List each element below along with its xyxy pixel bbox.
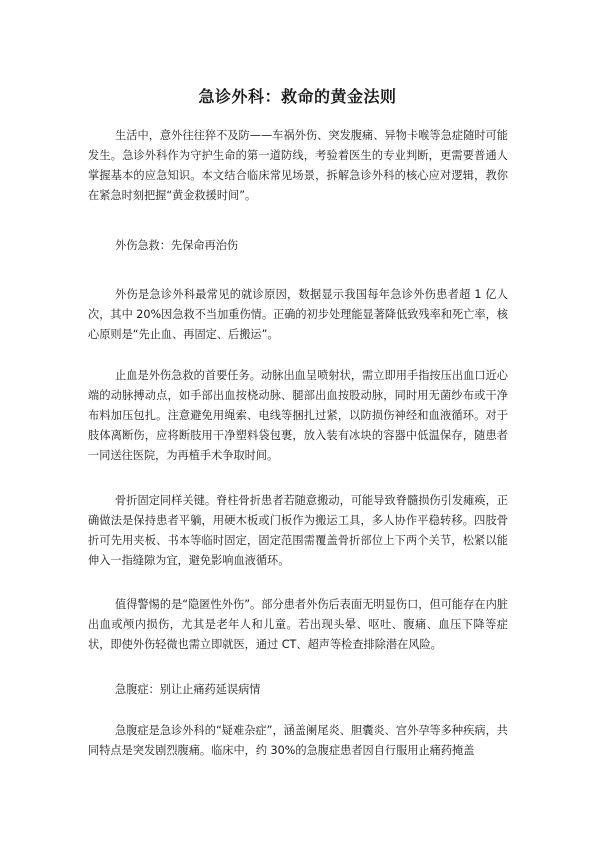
intro-paragraph: 生活中，意外往往猝不及防——车祸外伤、突发腹痛、异物卡喉等急症随时可能发生。急诊外科作为守护生命的第一道防线，考验着医生的专业判断，更需要普通人掌握基本的应急知识。本文结合临床常见场景，拆解急诊外科的核心应对逻辑，教你在紧急时刻把握“黄金救援时间”。: [88, 129, 508, 202]
trauma-paragraph-2: 止血是外伤急救的首要任务。动脉出血呈喷射状，需立即用手指按压出血口近心端的动脉搏动点，如手部出血按桡动脉、腿部出血按股动脉，同时用无菌纱布或干净布料加压包扎。注意避免用绳索、电线等捆扎过紧，以防损伤神经和血液循环。对于肢体离断伤，应将断肢用干净塑料袋包裹，放入装有冰块的容器中低温保存，随患者一同送往医院，为再植手术争取时间。: [88, 369, 508, 462]
document-title: 急诊外科：救命的黄金法则: [198, 87, 397, 106]
acute-abdomen-paragraph-1: 急腹症是急诊外科的“疑难杂症”，涵盖阑尾炎、胆囊炎、宫外孕等多种疾病，共同特点是突发剧烈腹痛。临床中，约 30%的急腹症患者因自行服用止痛药掩盖: [88, 724, 508, 757]
trauma-paragraph-1: 外伤是急诊外科最常见的就诊原因，数据显示我国每年急诊外伤患者超 1 亿人次，其中 20%因急救不当加重伤情。正确的初步处理能显著降低致残率和死亡率，核心原则是“先止血、再固定、后搬运”。: [88, 288, 508, 341]
trauma-paragraph-4: 值得警惕的是“隐匿性外伤”。部分患者外伤后表面无明显伤口，但可能存在内脏出血或颅内损伤，尤其是老年人和儿童。若出现头晕、呕吐、腹痛、血压下降等症状，即使外伤轻微也需立即就医，通过 CT、超声等检查排除潜在风险。: [88, 598, 508, 651]
section-heading-acute-abdomen: 急腹症：别让止痛药延误病情: [115, 683, 261, 696]
section-heading-trauma: 外伤急救：先保命再治伤: [115, 239, 239, 252]
trauma-paragraph-3: 骨折固定同样关键。脊柱骨折患者若随意搬动，可能导致脊髓损伤引发瘫痪，正确做法是保持患者平躺，用硬木板或门板作为搬运工具，多人协作平稳转移。四肢骨折可先用夹板、书本等临时固定，固定范围需覆盖骨折部位上下两个关节，松紧以能伸入一指缝隙为宜，避免影响血液循环。: [88, 494, 508, 567]
